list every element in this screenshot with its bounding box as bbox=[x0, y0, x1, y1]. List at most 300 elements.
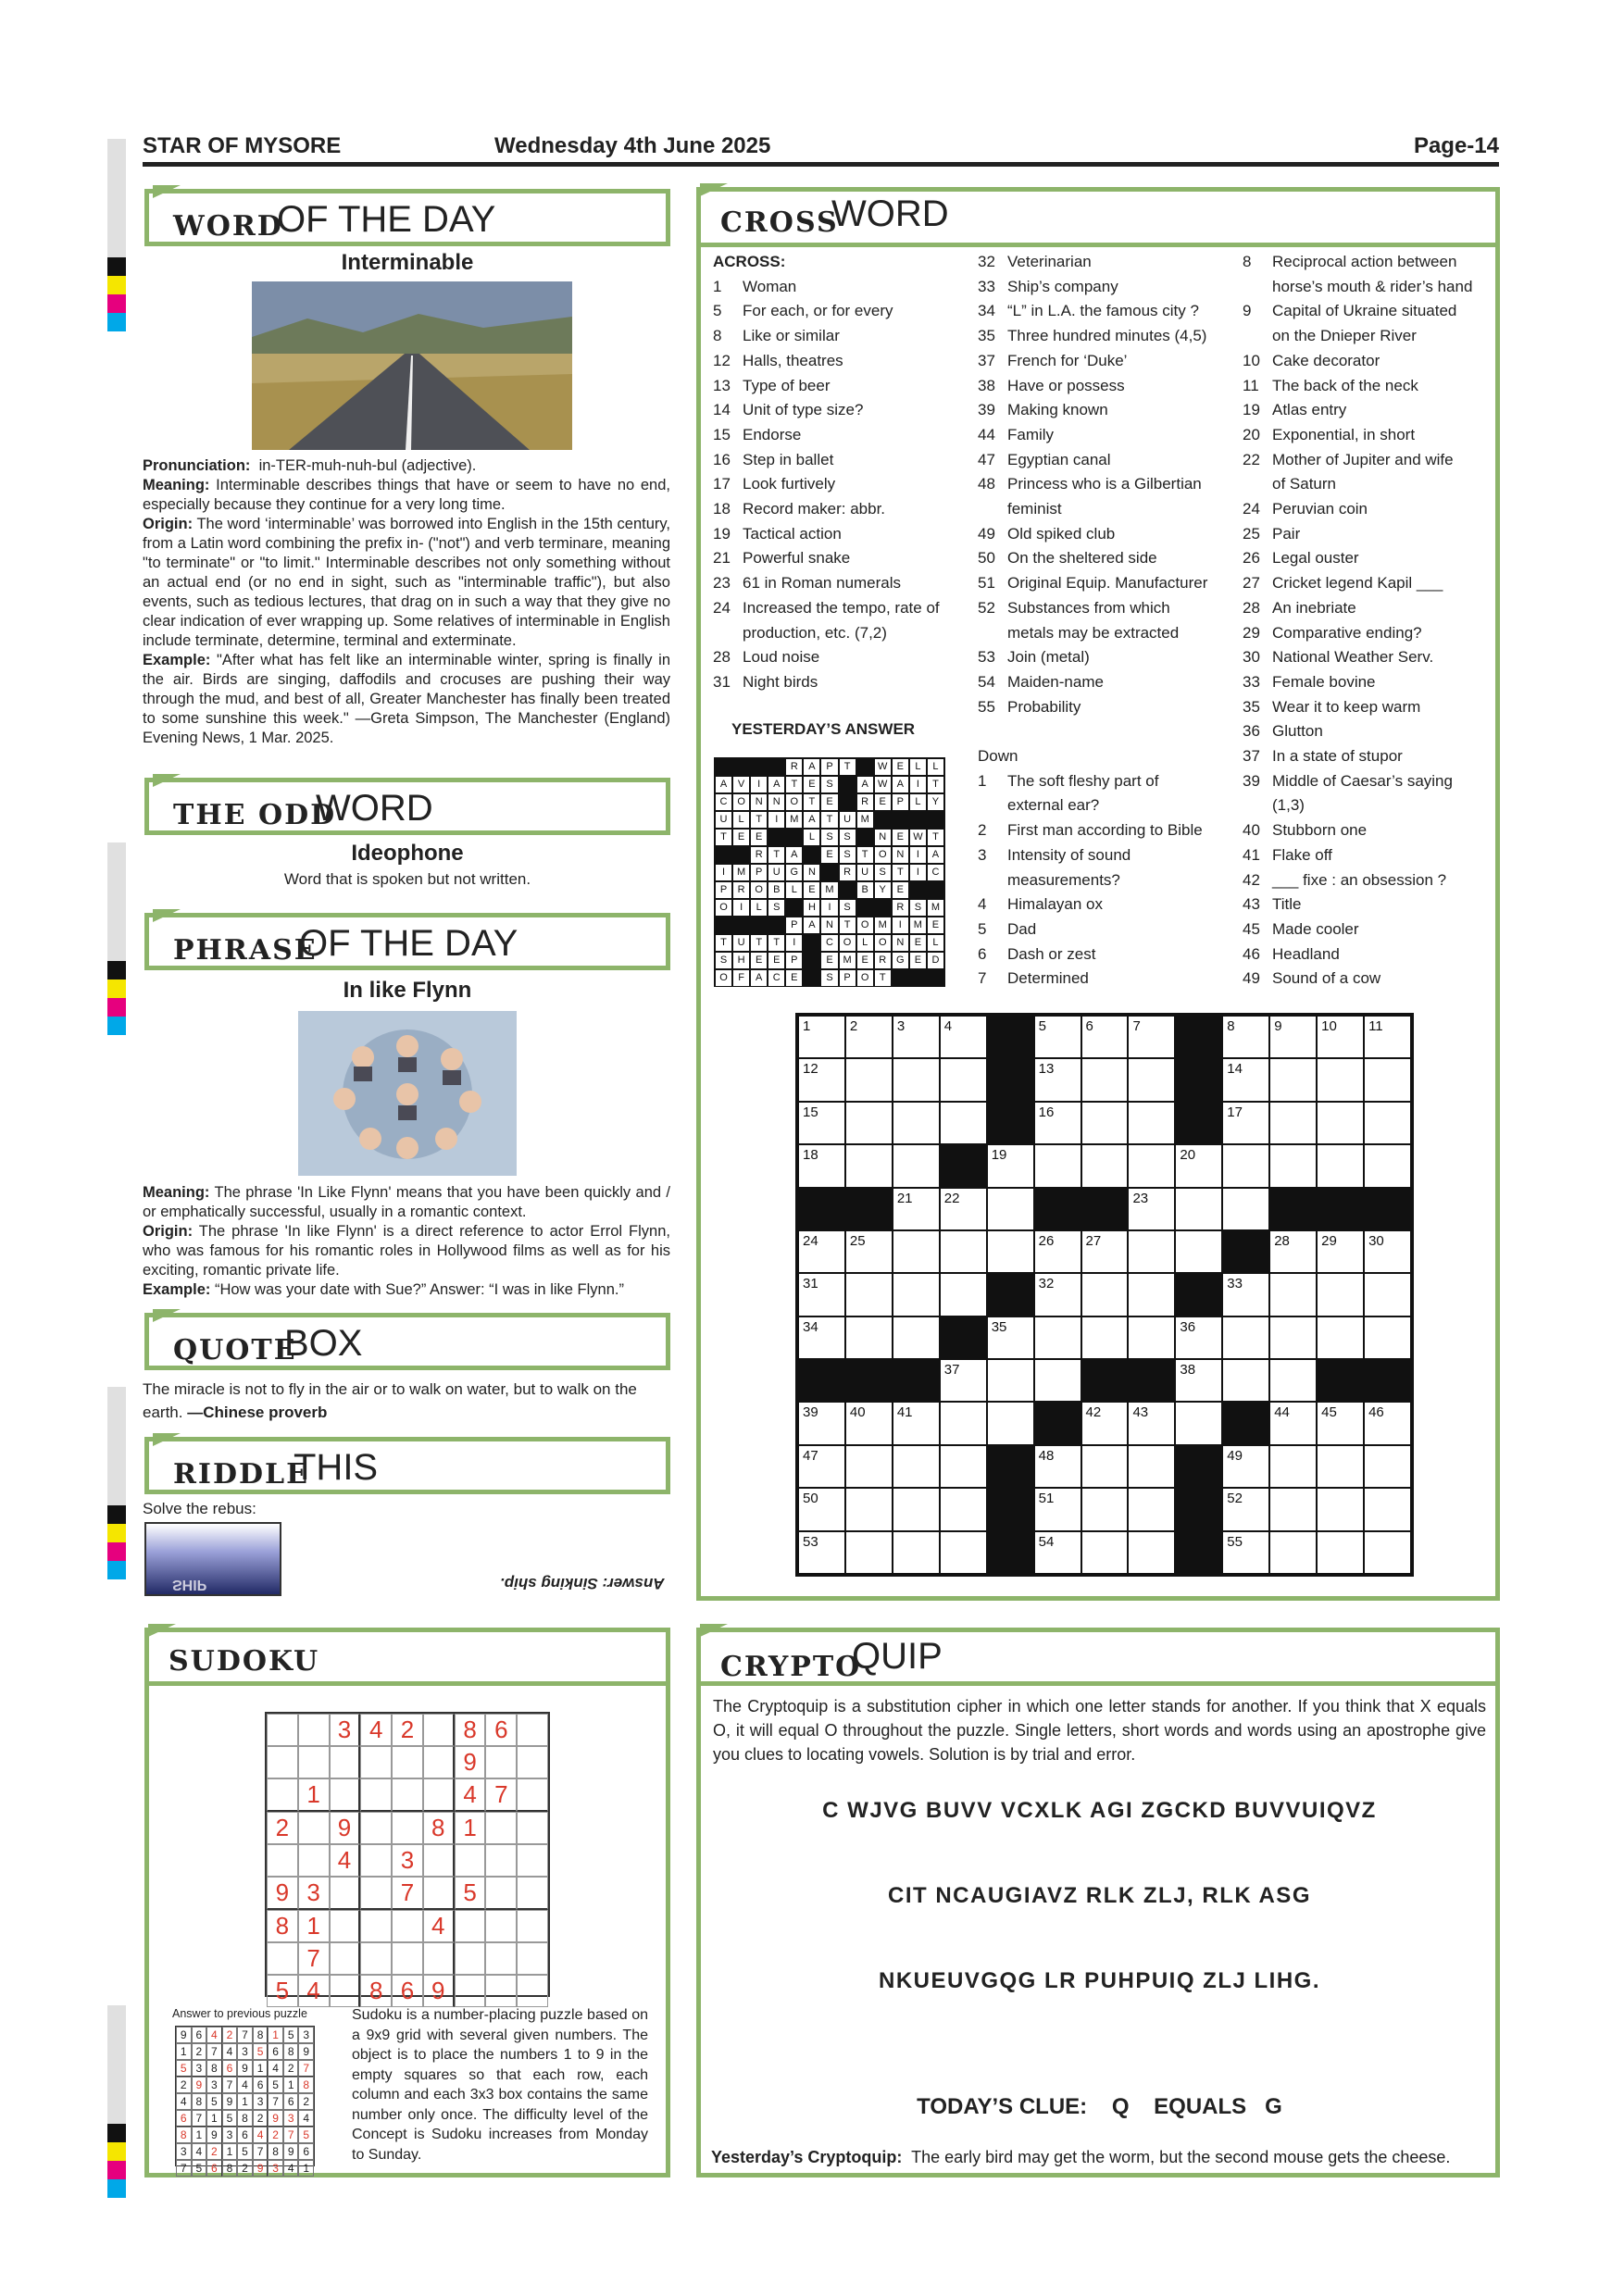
clue-number: 52 bbox=[978, 598, 995, 617]
clue-number bbox=[1243, 472, 1272, 497]
sudoku-cell[interactable]: 9 bbox=[267, 1877, 298, 1910]
clue-row bbox=[978, 374, 1233, 399]
crossword-cell[interactable] bbox=[1269, 1359, 1317, 1402]
cell-number: 27 bbox=[1085, 1232, 1102, 1249]
crossword-cell[interactable] bbox=[1317, 1016, 1364, 1058]
sudoku-cell[interactable]: 9 bbox=[330, 1812, 361, 1844]
crossword-cell[interactable] bbox=[1269, 1488, 1317, 1530]
crossword-cell[interactable] bbox=[1128, 1445, 1175, 1488]
crossword-cell[interactable] bbox=[1269, 1058, 1317, 1101]
clue-row bbox=[1243, 448, 1496, 473]
sudoku-cell[interactable]: 9 bbox=[423, 1975, 455, 2007]
sudoku-cell[interactable] bbox=[455, 1975, 486, 2007]
crossword-cell[interactable] bbox=[1128, 1531, 1175, 1574]
crossword-cell[interactable] bbox=[1222, 1273, 1269, 1316]
clue-text: Halls, theatres bbox=[743, 351, 843, 369]
answer-cell: H bbox=[803, 899, 820, 917]
sudoku-cell[interactable] bbox=[423, 1942, 455, 1975]
crossword-cell[interactable] bbox=[1269, 1402, 1317, 1444]
crossword-cell[interactable] bbox=[1364, 1230, 1411, 1273]
sudoku-cell[interactable]: 7 bbox=[392, 1877, 423, 1910]
crossword-cell[interactable] bbox=[940, 1188, 987, 1230]
crossword-cell[interactable] bbox=[940, 1359, 987, 1402]
crossword-cell[interactable] bbox=[1034, 1016, 1081, 1058]
crossword-cell[interactable] bbox=[893, 1102, 940, 1144]
sudoku-cell[interactable] bbox=[330, 1746, 361, 1778]
crossword-cell[interactable] bbox=[1175, 1359, 1222, 1402]
sudoku-cell[interactable] bbox=[423, 1778, 455, 1812]
sudoku-cell[interactable] bbox=[267, 1746, 298, 1778]
answer-cell: T bbox=[715, 829, 732, 846]
answer-block bbox=[909, 811, 927, 829]
previous-sudoku-cell: 8 bbox=[222, 2160, 238, 2177]
newspaper-name: STAR OF MYSORE bbox=[143, 133, 342, 158]
clue-number: 14 bbox=[713, 401, 731, 419]
answer-cell: T bbox=[874, 969, 892, 987]
answer-cell: N bbox=[750, 793, 768, 811]
crossword-cell[interactable] bbox=[1364, 1531, 1411, 1574]
crossword-cell[interactable] bbox=[987, 1188, 1034, 1230]
clue-text: Record maker: abbr. bbox=[743, 500, 886, 518]
riddle-answer: Answer: Sinking ship. bbox=[500, 1575, 665, 1592]
sudoku-cell[interactable] bbox=[517, 1844, 548, 1877]
crossword-cell[interactable] bbox=[1317, 1102, 1364, 1144]
clue-number: 43 bbox=[1243, 895, 1260, 914]
sudoku-cell[interactable]: 5 bbox=[455, 1877, 486, 1910]
crossword-cell[interactable] bbox=[798, 1402, 845, 1444]
crossword-cell[interactable] bbox=[1222, 1316, 1269, 1359]
sudoku-cell[interactable]: 4 bbox=[330, 1844, 361, 1877]
sudoku-cell[interactable]: 8 bbox=[455, 1714, 486, 1746]
crossword-cell[interactable] bbox=[845, 1316, 893, 1359]
crossword-cell[interactable] bbox=[1269, 1316, 1317, 1359]
answer-block bbox=[715, 758, 732, 776]
crossword-cell[interactable] bbox=[1081, 1445, 1129, 1488]
crossword-cell[interactable] bbox=[1128, 1144, 1175, 1187]
answer-cell: C bbox=[820, 934, 838, 952]
clue-row bbox=[1243, 868, 1496, 893]
sudoku-cell[interactable]: 6 bbox=[485, 1714, 517, 1746]
crossword-cell[interactable] bbox=[845, 1402, 893, 1444]
sudoku-cell[interactable]: 4 bbox=[455, 1778, 486, 1812]
sudoku-cell[interactable] bbox=[517, 1910, 548, 1942]
sudoku-cell[interactable]: 2 bbox=[267, 1812, 298, 1844]
crossword-cell[interactable] bbox=[798, 1531, 845, 1574]
sudoku-cell[interactable] bbox=[485, 1844, 517, 1877]
sudoku-cell[interactable]: 8 bbox=[423, 1812, 455, 1844]
crossword-heading bbox=[696, 187, 1500, 243]
cell-number: 49 bbox=[1227, 1447, 1243, 1464]
sudoku-cell[interactable] bbox=[455, 1844, 486, 1877]
crossword-cell[interactable] bbox=[1269, 1531, 1317, 1574]
answer-cell: C bbox=[927, 864, 944, 881]
sudoku-cell[interactable] bbox=[298, 1812, 330, 1844]
answer-cell: N bbox=[803, 864, 820, 881]
sudoku-cell[interactable] bbox=[517, 1942, 548, 1975]
crossword-cell[interactable] bbox=[1317, 1273, 1364, 1316]
crossword-cell[interactable] bbox=[1034, 1488, 1081, 1530]
sudoku-cell[interactable] bbox=[267, 1714, 298, 1746]
clue-text: Intensity of sound bbox=[1007, 845, 1131, 864]
sudoku-cell[interactable] bbox=[267, 1778, 298, 1812]
clue-row bbox=[1243, 299, 1496, 324]
crossword-cell[interactable] bbox=[1364, 1016, 1411, 1058]
previous-sudoku-cell: 4 bbox=[237, 2077, 253, 2093]
answer-cell: A bbox=[892, 776, 909, 793]
sudoku-cell[interactable] bbox=[423, 1714, 455, 1746]
sudoku-cell[interactable] bbox=[485, 1975, 517, 2007]
previous-sudoku-cell: 1 bbox=[206, 2110, 222, 2127]
crossword-cell[interactable] bbox=[798, 1230, 845, 1273]
crossword-block bbox=[798, 1188, 845, 1230]
answer-cell: E bbox=[750, 952, 768, 969]
crossword-cell[interactable] bbox=[940, 1230, 987, 1273]
sudoku-cell[interactable] bbox=[330, 1910, 361, 1942]
crossword-cell[interactable] bbox=[1175, 1316, 1222, 1359]
answer-cell: S bbox=[874, 864, 892, 881]
cell-number: 3 bbox=[896, 1018, 906, 1034]
crossword-cell[interactable] bbox=[1081, 1144, 1129, 1187]
crossword-cell[interactable] bbox=[798, 1445, 845, 1488]
crossword-cell[interactable] bbox=[1128, 1188, 1175, 1230]
crossword-cell[interactable] bbox=[940, 1016, 987, 1058]
crossword-cell[interactable] bbox=[1034, 1102, 1081, 1144]
crossword-cell[interactable] bbox=[893, 1230, 940, 1273]
clue-row bbox=[1243, 522, 1496, 547]
crossword-cell[interactable] bbox=[1222, 1188, 1269, 1230]
crossword-cell[interactable] bbox=[1222, 1058, 1269, 1101]
clue-text: French for ‘Duke’ bbox=[1007, 351, 1128, 369]
crossword-cell[interactable] bbox=[1317, 1316, 1364, 1359]
sudoku-cell[interactable]: 6 bbox=[392, 1975, 423, 2007]
sudoku-cell[interactable] bbox=[360, 1910, 392, 1942]
clue-text: production, etc. (7,2) bbox=[743, 623, 887, 642]
crossword-cell[interactable] bbox=[1364, 1316, 1411, 1359]
crossword-cell[interactable] bbox=[1364, 1445, 1411, 1488]
previous-sudoku-cell: 9 bbox=[253, 2160, 269, 2177]
crossword-cell[interactable] bbox=[798, 1016, 845, 1058]
crossword-cell[interactable] bbox=[1128, 1016, 1175, 1058]
sudoku-cell[interactable] bbox=[423, 1844, 455, 1877]
sudoku-cell[interactable] bbox=[485, 1746, 517, 1778]
crossword-cell[interactable] bbox=[1364, 1273, 1411, 1316]
crossword-cell[interactable] bbox=[1034, 1144, 1081, 1187]
crossword-cell[interactable] bbox=[1081, 1402, 1129, 1444]
crossword-cell[interactable] bbox=[1175, 1230, 1222, 1273]
crossword-cell[interactable] bbox=[1034, 1316, 1081, 1359]
sudoku-cell[interactable] bbox=[392, 1746, 423, 1778]
odd-word-title-big: WORD bbox=[316, 788, 433, 829]
crossword-cell[interactable] bbox=[1175, 1402, 1222, 1444]
sudoku-title: SUDOKU bbox=[169, 1645, 320, 1678]
sudoku-cell[interactable] bbox=[517, 1877, 548, 1910]
answer-cell: S bbox=[839, 899, 856, 917]
crossword-cell[interactable] bbox=[845, 1144, 893, 1187]
clue-number bbox=[978, 793, 1007, 818]
crossword-cell[interactable] bbox=[1081, 1488, 1129, 1530]
meaning-line: Meaning: Interminable describes things that have or seem to have no end, especially because they continue for a very long time. bbox=[143, 477, 670, 513]
sudoku-cell[interactable] bbox=[517, 1975, 548, 2007]
answer-cell: L bbox=[750, 899, 768, 917]
crossword-cell[interactable] bbox=[1175, 1188, 1222, 1230]
answer-cell: T bbox=[768, 846, 785, 864]
sudoku-cell[interactable]: 8 bbox=[360, 1975, 392, 2007]
sudoku-cell[interactable] bbox=[517, 1746, 548, 1778]
sudoku-cell[interactable] bbox=[330, 1778, 361, 1812]
crossword-cell[interactable] bbox=[1317, 1488, 1364, 1530]
answer-cell: B bbox=[768, 881, 785, 899]
sudoku-cell[interactable] bbox=[517, 1714, 548, 1746]
sudoku-cell[interactable] bbox=[360, 1877, 392, 1910]
crossword-cell[interactable] bbox=[1269, 1102, 1317, 1144]
previous-sudoku-cell: 5 bbox=[237, 2143, 253, 2160]
sudoku-cell[interactable]: 3 bbox=[330, 1714, 361, 1746]
crossword-cell[interactable] bbox=[1128, 1230, 1175, 1273]
crossword-cell[interactable] bbox=[1034, 1230, 1081, 1273]
crossword-cell[interactable] bbox=[987, 1144, 1034, 1187]
cryptoquip-intro: The Cryptoquip is a substitution cipher in which one letter stands for another. If you think that X equals O, it will equal O throughout the puzzle. Single letters, short words and words using an apostrophe give you clues to locating vowels. Solution is by trial and error. bbox=[713, 1697, 1486, 1764]
crossword-cell[interactable] bbox=[1081, 1016, 1129, 1058]
crossword-cell[interactable] bbox=[893, 1273, 940, 1316]
sudoku-cell[interactable]: 5 bbox=[267, 1975, 298, 2007]
crossword-cell[interactable] bbox=[1081, 1316, 1129, 1359]
sudoku-cell[interactable] bbox=[392, 1812, 423, 1844]
crossword-cell[interactable] bbox=[1222, 1488, 1269, 1530]
clue-row bbox=[1243, 546, 1496, 571]
previous-sudoku-cell: 5 bbox=[192, 2160, 207, 2177]
crossword-cell[interactable] bbox=[1222, 1531, 1269, 1574]
crossword-cell[interactable] bbox=[1128, 1102, 1175, 1144]
crossword-cell[interactable] bbox=[1222, 1016, 1269, 1058]
quote-text: The miracle is not to fly in the air or to walk on water, but to walk on the earth. —Chinese proverb bbox=[143, 1380, 637, 1421]
sudoku-cell[interactable]: 4 bbox=[423, 1910, 455, 1942]
sudoku-cell[interactable] bbox=[485, 1812, 517, 1844]
crossword-cell[interactable] bbox=[798, 1144, 845, 1187]
previous-sudoku-cell: 3 bbox=[206, 2077, 222, 2093]
crossword-cell[interactable] bbox=[1364, 1402, 1411, 1444]
sudoku-cell[interactable]: 1 bbox=[298, 1778, 330, 1812]
cell-number: 42 bbox=[1085, 1404, 1102, 1421]
sudoku-cell[interactable] bbox=[392, 1778, 423, 1812]
crossword-cell[interactable] bbox=[893, 1445, 940, 1488]
crossword-block bbox=[893, 1359, 940, 1402]
crossword-cell[interactable] bbox=[1364, 1488, 1411, 1530]
crossword-cell[interactable] bbox=[1317, 1058, 1364, 1101]
crossword-cell[interactable] bbox=[1222, 1102, 1269, 1144]
sudoku-cell[interactable]: 3 bbox=[392, 1844, 423, 1877]
sudoku-cell[interactable] bbox=[360, 1844, 392, 1877]
crossword-cell[interactable] bbox=[1222, 1144, 1269, 1187]
crossword-cell[interactable] bbox=[893, 1144, 940, 1187]
quote-box-title-small: QUOTE bbox=[173, 1334, 297, 1366]
previous-sudoku-cell: 6 bbox=[298, 2143, 314, 2160]
crossword-cell[interactable] bbox=[845, 1058, 893, 1101]
crossword-cell[interactable] bbox=[940, 1058, 987, 1101]
crossword-cell[interactable] bbox=[798, 1316, 845, 1359]
crossword-cell[interactable] bbox=[893, 1531, 940, 1574]
sudoku-cell[interactable] bbox=[360, 1746, 392, 1778]
crossword-cell[interactable] bbox=[845, 1445, 893, 1488]
sudoku-cell[interactable] bbox=[330, 1975, 361, 2007]
answer-cell: O bbox=[715, 899, 732, 917]
crossword-cell[interactable] bbox=[1364, 1102, 1411, 1144]
sudoku-cell[interactable]: 4 bbox=[298, 1975, 330, 2007]
crossword-cell[interactable] bbox=[798, 1102, 845, 1144]
sudoku-cell[interactable] bbox=[330, 1942, 361, 1975]
sudoku-cell[interactable] bbox=[360, 1812, 392, 1844]
sudoku-cell[interactable] bbox=[267, 1942, 298, 1975]
crossword-cell[interactable] bbox=[940, 1445, 987, 1488]
sudoku-cell[interactable] bbox=[392, 1910, 423, 1942]
crossword-cell[interactable] bbox=[1222, 1359, 1269, 1402]
sudoku-cell[interactable]: 3 bbox=[298, 1877, 330, 1910]
crossword-cell[interactable] bbox=[1081, 1058, 1129, 1101]
sudoku-cell[interactable] bbox=[517, 1812, 548, 1844]
sudoku-cell[interactable]: 7 bbox=[485, 1778, 517, 1812]
crossword-cell[interactable] bbox=[987, 1230, 1034, 1273]
sudoku-cell[interactable] bbox=[360, 1778, 392, 1812]
crossword-cell[interactable] bbox=[1317, 1445, 1364, 1488]
clue-row bbox=[1243, 645, 1496, 670]
sudoku-cell[interactable] bbox=[392, 1942, 423, 1975]
crossword-cell[interactable] bbox=[1081, 1273, 1129, 1316]
sudoku-cell[interactable] bbox=[455, 1942, 486, 1975]
crossword-cell[interactable] bbox=[1081, 1230, 1129, 1273]
cell-number: 31 bbox=[803, 1276, 818, 1292]
crossword-cell[interactable] bbox=[1128, 1316, 1175, 1359]
crossword-cell[interactable] bbox=[1269, 1230, 1317, 1273]
crossword-cell[interactable] bbox=[1128, 1488, 1175, 1530]
crossword-cell[interactable] bbox=[1081, 1531, 1129, 1574]
previous-sudoku-cell: 6 bbox=[206, 2160, 222, 2177]
sudoku-cell[interactable] bbox=[423, 1746, 455, 1778]
crossword-cell[interactable] bbox=[893, 1058, 940, 1101]
crossword-cell[interactable] bbox=[1034, 1531, 1081, 1574]
crossword-cell[interactable] bbox=[798, 1058, 845, 1101]
answer-cell: P bbox=[785, 917, 803, 934]
crossword-cell[interactable] bbox=[1269, 1144, 1317, 1187]
crossword-cell[interactable] bbox=[1364, 1058, 1411, 1101]
sudoku-cell[interactable] bbox=[485, 1877, 517, 1910]
answer-cell: O bbox=[750, 881, 768, 899]
sudoku-cell[interactable] bbox=[267, 1844, 298, 1877]
crossword-cell[interactable] bbox=[1034, 1359, 1081, 1402]
sudoku-grid[interactable] bbox=[265, 1712, 550, 2004]
crossword-cell[interactable] bbox=[1317, 1144, 1364, 1187]
crossword-cell[interactable] bbox=[1081, 1102, 1129, 1144]
phrase-meaning-line: Meaning: The phrase 'In Like Flynn' means that you have been quickly and / or emphatically successful, usually in a romantic context. bbox=[143, 1184, 670, 1220]
crossword-block bbox=[1175, 1102, 1222, 1144]
cell-number: 2 bbox=[849, 1018, 858, 1034]
crossword-cell[interactable] bbox=[893, 1016, 940, 1058]
crossword-cell[interactable] bbox=[1222, 1445, 1269, 1488]
crossword-cell[interactable] bbox=[1128, 1058, 1175, 1101]
answer-cell: E bbox=[856, 952, 874, 969]
clue-text: In a state of stupor bbox=[1272, 747, 1403, 766]
sudoku-cell[interactable] bbox=[485, 1910, 517, 1942]
crossword-cell[interactable] bbox=[1317, 1531, 1364, 1574]
clue-number: 19 bbox=[713, 524, 731, 543]
sudoku-cell[interactable] bbox=[298, 1714, 330, 1746]
sudoku-cell[interactable]: 7 bbox=[298, 1942, 330, 1975]
crossword-cell[interactable] bbox=[940, 1102, 987, 1144]
clue-text: Mother of Jupiter and wife bbox=[1272, 450, 1454, 468]
crossword-cell[interactable] bbox=[845, 1488, 893, 1530]
cryptoquip-clue: TODAY’S CLUE: Q EQUALS G bbox=[917, 2094, 1282, 2119]
sudoku-cell[interactable] bbox=[423, 1877, 455, 1910]
crossword-cell[interactable] bbox=[1034, 1445, 1081, 1488]
crossword-cell[interactable] bbox=[987, 1316, 1034, 1359]
crossword-cell[interactable] bbox=[845, 1102, 893, 1144]
clue-text: metals may be extracted bbox=[1007, 623, 1180, 642]
clue-row bbox=[1243, 349, 1496, 374]
crossword-cell[interactable] bbox=[1128, 1273, 1175, 1316]
crossword-cell[interactable] bbox=[940, 1273, 987, 1316]
clue-text: Night birds bbox=[743, 672, 818, 691]
previous-sudoku-cell: 8 bbox=[176, 2127, 192, 2143]
previous-sudoku-cell: 1 bbox=[298, 2160, 314, 2177]
crossword-cell[interactable] bbox=[940, 1488, 987, 1530]
crossword-cell[interactable] bbox=[940, 1531, 987, 1574]
sudoku-cell[interactable]: 9 bbox=[455, 1746, 486, 1778]
crossword-cell[interactable] bbox=[1269, 1273, 1317, 1316]
sudoku-cell[interactable] bbox=[455, 1910, 486, 1942]
sudoku-cell[interactable] bbox=[517, 1778, 548, 1812]
crossword-cell[interactable] bbox=[845, 1273, 893, 1316]
sudoku-cell[interactable] bbox=[298, 1844, 330, 1877]
word-of-day-heading bbox=[144, 189, 670, 246]
sudoku-cell[interactable]: 2 bbox=[392, 1714, 423, 1746]
sudoku-cell[interactable] bbox=[330, 1877, 361, 1910]
crossword-cell[interactable] bbox=[940, 1402, 987, 1444]
sudoku-cell[interactable]: 1 bbox=[455, 1812, 486, 1844]
crossword-cell[interactable] bbox=[1317, 1230, 1364, 1273]
crossword-cell[interactable] bbox=[893, 1402, 940, 1444]
crossword-cell[interactable] bbox=[845, 1016, 893, 1058]
crossword-cell[interactable] bbox=[798, 1273, 845, 1316]
crossword-cell[interactable] bbox=[1269, 1016, 1317, 1058]
answer-cell: U bbox=[715, 811, 732, 829]
crossword-cell[interactable] bbox=[1269, 1445, 1317, 1488]
crossword-cell[interactable] bbox=[893, 1488, 940, 1530]
sudoku-cell[interactable] bbox=[298, 1746, 330, 1778]
sudoku-cell[interactable]: 8 bbox=[267, 1910, 298, 1942]
crossword-cell[interactable] bbox=[845, 1230, 893, 1273]
crossword-block bbox=[1269, 1188, 1317, 1230]
crossword-cell[interactable] bbox=[1364, 1144, 1411, 1187]
sudoku-cell[interactable] bbox=[485, 1942, 517, 1975]
crossword-cell[interactable] bbox=[1034, 1273, 1081, 1316]
crossword-cell[interactable] bbox=[1128, 1402, 1175, 1444]
crossword-cell[interactable] bbox=[987, 1359, 1034, 1402]
answer-cell: U bbox=[768, 864, 785, 881]
sudoku-cell[interactable] bbox=[360, 1942, 392, 1975]
crossword-cell[interactable] bbox=[1317, 1402, 1364, 1444]
crossword-cell[interactable] bbox=[845, 1531, 893, 1574]
answer-cell: Y bbox=[927, 793, 944, 811]
answer-cell: T bbox=[820, 811, 838, 829]
answer-cell: M bbox=[909, 917, 927, 934]
crossword-cell[interactable] bbox=[893, 1316, 940, 1359]
crossword-cell[interactable] bbox=[893, 1188, 940, 1230]
previous-sudoku-grid bbox=[175, 2026, 315, 2175]
sudoku-cell[interactable]: 4 bbox=[360, 1714, 392, 1746]
crossword-cell[interactable] bbox=[1034, 1058, 1081, 1101]
sudoku-cell[interactable]: 1 bbox=[298, 1910, 330, 1942]
crossword-cell[interactable] bbox=[1175, 1144, 1222, 1187]
crossword-cell[interactable] bbox=[798, 1488, 845, 1530]
crossword-cell[interactable] bbox=[987, 1402, 1034, 1444]
